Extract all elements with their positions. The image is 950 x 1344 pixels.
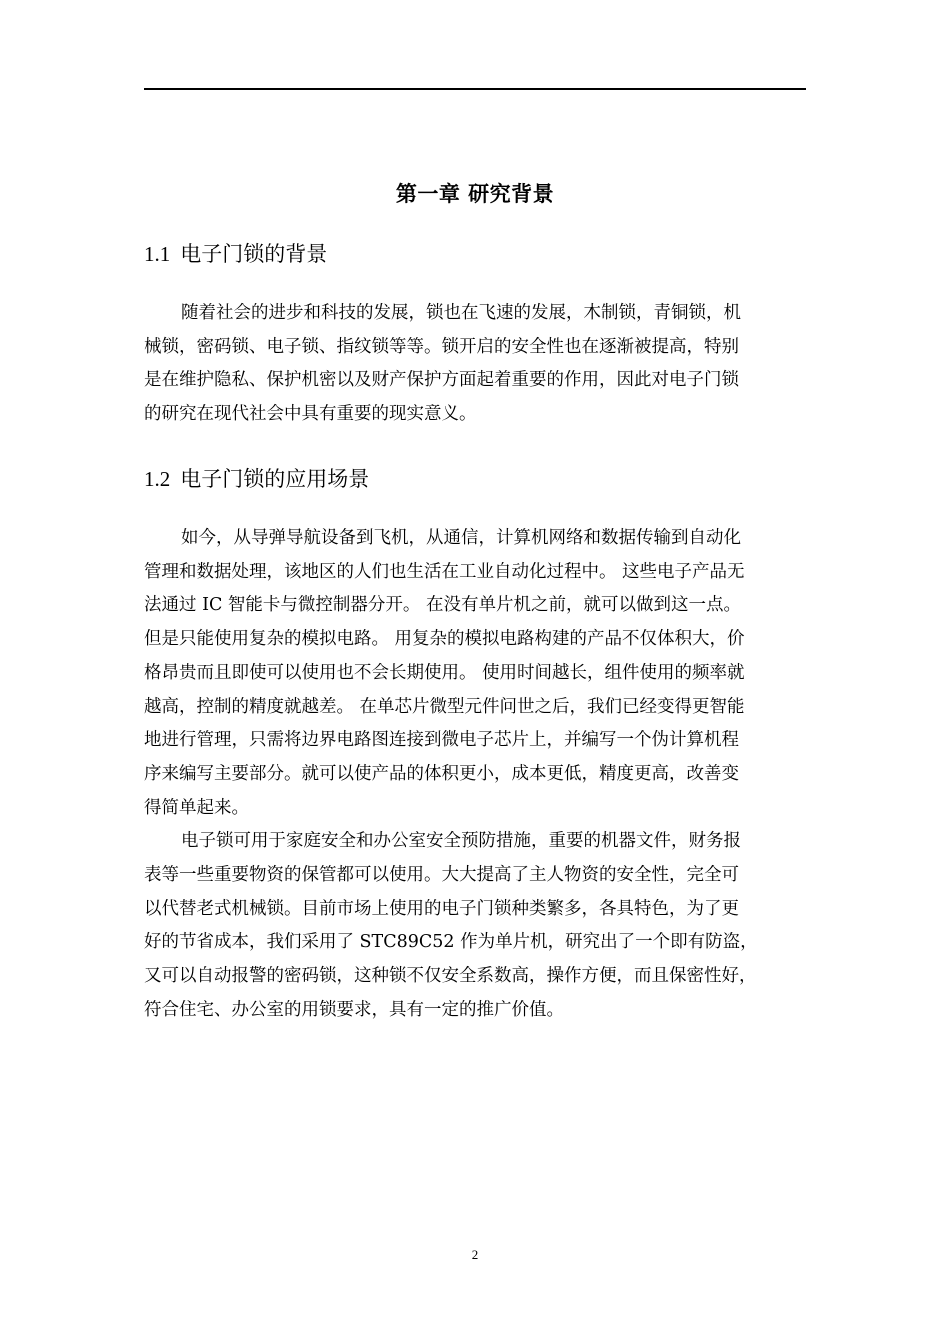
section-title: 电子门锁的背景 [180, 242, 328, 266]
paragraph-line: 好的节省成本，我们采用了 STC89C52 作为单片机，研究出了一个即有防盗， [144, 932, 758, 953]
paragraph-line: 但是只能使用复杂的模拟电路。 用复杂的模拟电路构建的产品不仅体积大，价 [144, 629, 745, 650]
paragraph-line: 以代替老式机械锁。目前市场上使用的电子门锁种类繁多，各具特色，为了更 [144, 898, 739, 919]
paragraph-line: 序来编写主要部分。就可以使产品的体积更小，成本更低，精度更高，改善变 [144, 763, 739, 784]
paragraph-line: 地进行管理，只需将边界电路图连接到微电子芯片上，并编写一个伪计算机程 [144, 730, 739, 751]
paragraph-line: 管理和数据处理，该地区的人们也生活在工业自动化过程中。 这些电子产品无 [144, 561, 745, 582]
paragraph-line: 随着社会的进步和科技的发展，锁也在飞速的发展，木制锁，青铜锁，机 [181, 303, 741, 323]
paragraph-line: 电子锁可用于家庭安全和办公室安全预防措施，重要的机器文件，财务报 [181, 831, 741, 852]
chapter-title: 第一章 研究背景 [395, 182, 555, 206]
paragraph-line: 格昂贵而且即使可以使用也不会长期使用。 使用时间越长，组件使用的频率就 [144, 662, 745, 683]
paragraph-line: 如今，从导弹导航设备到飞机，从通信，计算机网络和数据传输到自动化 [181, 528, 741, 548]
paragraph-line: 符合住宅、办公室的用锁要求，具有一定的推广价值。 [144, 999, 564, 1020]
header-rule [144, 88, 806, 90]
section-heading-1-2 [144, 463, 806, 495]
paragraph [144, 522, 818, 1028]
section-number: 1.1 [144, 242, 171, 266]
paragraph-line: 得简单起来。 [144, 797, 249, 818]
paragraph-line: 表等一些重要物资的保管都可以使用。大大提高了主人物资的安全性，完全可 [144, 865, 739, 886]
section-title: 电子门锁的应用场景 [180, 467, 370, 491]
paragraph [144, 297, 818, 432]
paragraph-line: 又可以自动报警的密码锁，这种锁不仅安全系数高，操作方便，而且保密性好， [144, 966, 757, 987]
paragraph-line: 法通过 IC 智能卡与微控制器分开。 在没有单片机之前，就可以做到这一点。 [144, 595, 741, 616]
page-number: 2 [471, 1247, 479, 1262]
section-heading-1-1 [144, 238, 806, 270]
paragraph-line: 的研究在现代社会中具有重要的现实意义。 [144, 404, 477, 425]
paragraph-line: 越高，控制的精度就越差。 在单芯片微型元件问世之后，我们已经变得更智能 [144, 696, 745, 717]
paragraph-line: 械锁，密码锁、电子锁、指纹锁等等。锁开启的安全性也在逐渐被提高，特别 [144, 336, 739, 357]
section-number: 1.2 [144, 467, 171, 491]
paragraph-line: 是在维护隐私、保护机密以及财产保护方面起着重要的作用，因此对电子门锁 [144, 370, 739, 391]
